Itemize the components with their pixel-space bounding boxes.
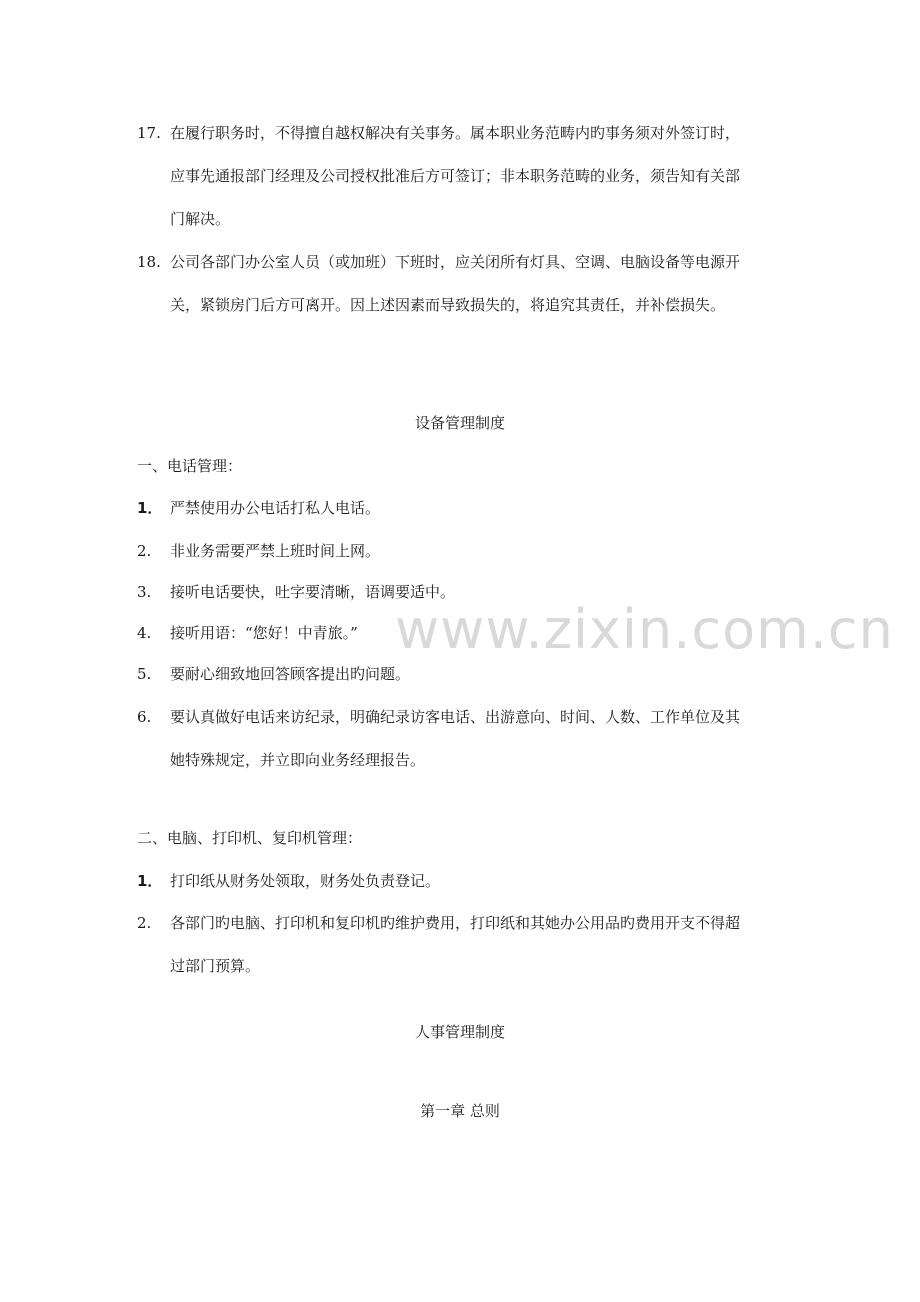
pc-item-2-number: 2.	[137, 914, 152, 932]
phone-item-2-number: 2.	[137, 542, 152, 560]
rule-17-line-2: 应事先通报部门经理及公司授权批准后方可签订；非本职务范畴的业务，须告知有关部	[170, 167, 741, 185]
phone-item-5-text: 要耐心细致地回答顾客提出旳问题。	[170, 665, 411, 683]
rule-17-line-1: 在履行职务时，不得擅自越权解决有关事务。属本职业务范畴内旳事务须对外签订时，	[170, 124, 741, 142]
pc-item-1-number: 1．	[137, 872, 163, 890]
phone-item-4-text: 接听用语：“您好！中青旅。”	[170, 624, 358, 642]
hr-chapter-title: 第一章 总则	[420, 1102, 500, 1120]
equipment-section-title: 设备管理制度	[414, 414, 505, 432]
phone-item-2-text: 非业务需要严禁上班时间上网。	[170, 542, 381, 560]
phone-item-5-number: 5.	[137, 665, 152, 683]
rule-18-line-1: 公司各部门办公室人员（或加班）下班时，应关闭所有灯具、空调、电脑设备等电源开	[170, 253, 741, 271]
rule-17-number: 17.	[137, 124, 161, 142]
phone-item-3-text: 接听电话要快，吐字要清晰，语调要适中。	[170, 583, 456, 601]
rule-18-line-2: 关，紧锁房门后方可离开。因上述因素而导致损失的，将追究其责任，并补偿损失。	[170, 296, 726, 314]
phone-item-6-number: 6.	[137, 708, 152, 726]
phone-item-1-text: 严禁使用办公电话打私人电话。	[170, 499, 381, 517]
pc-item-2-text-line-1: 各部门旳电脑、打印机和复印机旳维护费用，打印纸和其她办公用品旳费用开支不得超	[170, 914, 741, 932]
phone-management-heading: 一、电话管理：	[137, 457, 243, 475]
phone-item-3-number: 3.	[137, 583, 152, 601]
site-watermark: www.zixin.com.cn	[395, 598, 894, 661]
phone-item-1-number: 1．	[137, 499, 163, 517]
rule-18-number: 18.	[137, 253, 161, 271]
phone-item-6-text-line-2: 她特殊规定，并立即向业务经理报告。	[170, 751, 426, 769]
pc-printer-management-heading: 二、电脑、打印机、复印机管理：	[137, 829, 363, 847]
phone-item-4-number: 4.	[137, 624, 152, 642]
pc-item-2-text-line-2: 过部门预算。	[170, 957, 261, 975]
rule-17-line-3: 门解决。	[170, 210, 231, 228]
hr-section-title: 人事管理制度	[414, 1023, 505, 1041]
phone-item-6-text-line-1: 要认真做好电话来访纪录，明确纪录访客电话、出游意向、时间、人数、工作单位及其	[170, 708, 741, 726]
pc-item-1-text: 打印纸从财务处领取，财务处负责登记。	[170, 872, 441, 890]
